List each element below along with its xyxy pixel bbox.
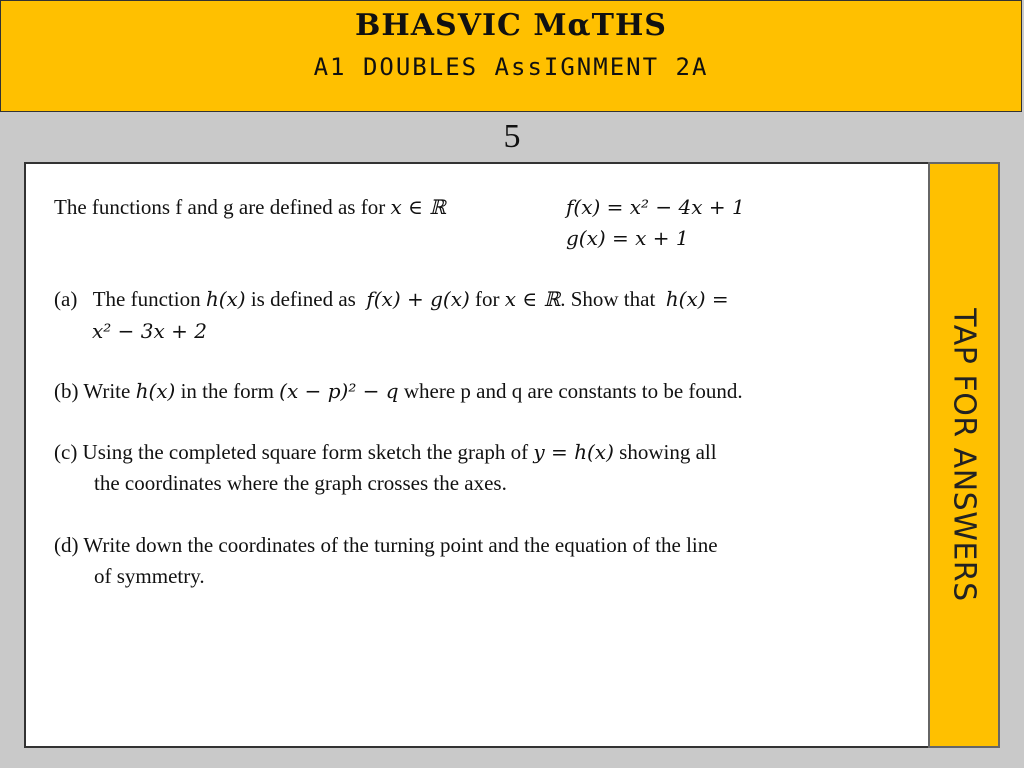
tap-for-answers-button[interactable] (928, 162, 1000, 748)
header-banner (0, 0, 1022, 112)
part-b-text-3: where p and q are constants to be found. (403, 379, 743, 403)
part-b-math-1: ℎ(𝑥) (135, 379, 176, 403)
part-d: (d) Write down the coordinates of the turning point and the equation of the line (54, 533, 718, 557)
assignment-title: A1 DOUBLES AssIGNMENT 2A (313, 53, 709, 81)
tap-for-answers-label: TAP FOR ANSWERS (946, 308, 982, 602)
part-a-continuation: 𝑥² − 3𝑥 + 2 (92, 319, 207, 343)
part-a-text-4: . Show that (560, 287, 656, 311)
part-a-math-3: 𝑥 ∈ ℝ (504, 287, 561, 311)
part-b-text-1: (b) Write (54, 379, 131, 403)
f-definition: 𝑓(𝑥) = 𝑥² − 4𝑥 + 1 (566, 195, 745, 219)
part-a (54, 286, 729, 312)
question-intro (54, 194, 446, 220)
part-d-line-2: of symmetry. (94, 564, 205, 588)
part-a-label: (a) (54, 287, 78, 311)
part-a-math-2: 𝑓(𝑥) + 𝑔(𝑥) (366, 287, 470, 311)
brand-title: BHASVIC MαTHS (355, 8, 667, 43)
question-panel (24, 162, 930, 748)
part-a-text-2: is defined as (250, 287, 356, 311)
intro-domain: 𝑥 ∈ ℝ (390, 195, 446, 219)
part-c-math-1: 𝑦 = ℎ(𝑥) (533, 440, 614, 464)
part-b (54, 378, 743, 404)
part-a-text-1: The function (92, 287, 201, 311)
part-a-math-4: ℎ(𝑥) = (665, 287, 729, 311)
g-definition: 𝑔(𝑥) = 𝑥 + 1 (566, 226, 689, 250)
part-a-text-3: for (475, 287, 500, 311)
question-number: 5 (503, 118, 521, 155)
intro-text: The functions f and g are defined as for (54, 195, 386, 219)
part-c-text-2: showing all (619, 440, 717, 464)
part-c-line-2: the coordinates where the graph crosses the axes. (94, 471, 507, 495)
part-b-text-2: in the form (180, 379, 274, 403)
part-c (54, 439, 717, 465)
part-c-text-1: (c) Using the completed square form sketch the graph of (54, 440, 529, 464)
part-b-math-2: (𝑥 − 𝑝)² − 𝑞 (279, 379, 399, 403)
part-a-math-1: ℎ(𝑥) (205, 287, 246, 311)
